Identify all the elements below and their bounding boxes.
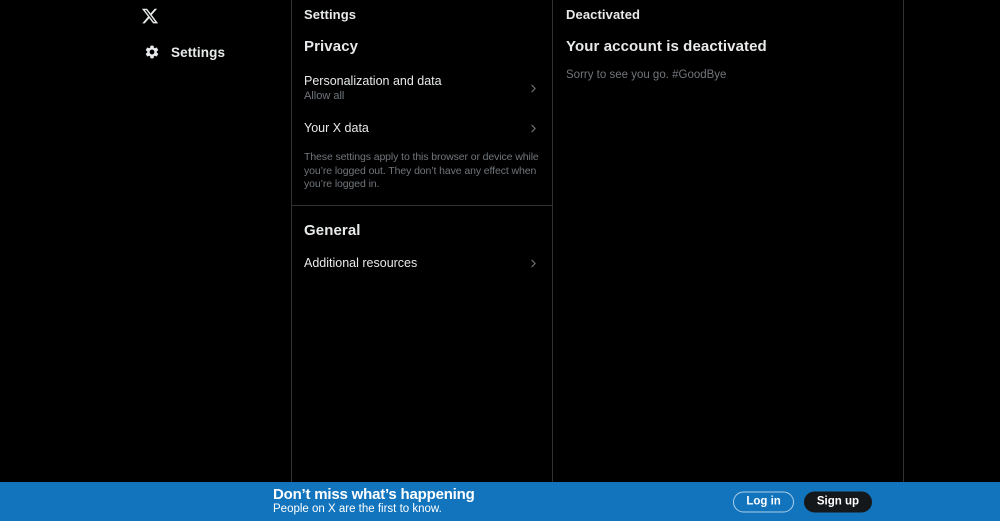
privacy-footnote: These settings apply to this browser or device while you’re logged out. They don’t have any effect when you’re logged in. bbox=[304, 151, 539, 190]
deactivated-header: Deactivated bbox=[566, 7, 641, 22]
gear-icon bbox=[144, 44, 160, 60]
row-personalization-value: Allow all bbox=[304, 90, 345, 102]
row-additional-resources[interactable] bbox=[292, 247, 552, 280]
row-personalization-and-data[interactable] bbox=[292, 65, 552, 112]
settings-column-header: Settings bbox=[304, 7, 357, 22]
left-sidebar bbox=[0, 0, 292, 521]
row-your-x-data-label: Your X data bbox=[304, 121, 369, 135]
account-deactivated-title: Your account is deactivated bbox=[566, 38, 767, 55]
signup-banner bbox=[0, 482, 1000, 521]
chevron-right-icon bbox=[527, 122, 540, 135]
general-section-title: General bbox=[304, 221, 361, 239]
banner-title: Don’t miss what’s happening bbox=[273, 486, 475, 503]
banner-subtitle: People on X are the first to know. bbox=[273, 503, 442, 515]
settings-column bbox=[292, 0, 553, 521]
x-logo-button[interactable] bbox=[141, 7, 161, 27]
deactivated-panel bbox=[554, 0, 904, 521]
row-additional-resources-label: Additional resources bbox=[304, 255, 418, 270]
account-deactivated-subtitle: Sorry to see you go. #GoodBye bbox=[566, 69, 727, 81]
chevron-right-icon bbox=[527, 82, 540, 95]
row-your-x-data[interactable] bbox=[292, 112, 552, 145]
sidebar-item-settings[interactable] bbox=[138, 39, 231, 65]
sidebar-item-settings-label: Settings bbox=[171, 44, 226, 60]
login-button[interactable]: Log in bbox=[733, 491, 794, 512]
row-personalization-label: Personalization and data bbox=[304, 74, 442, 88]
banner-actions bbox=[733, 491, 872, 512]
signup-button[interactable]: Sign up bbox=[804, 491, 872, 512]
banner-text-block bbox=[273, 486, 475, 516]
chevron-right-icon bbox=[527, 257, 540, 270]
privacy-section-title: Privacy bbox=[304, 38, 359, 55]
x-logo-icon bbox=[141, 12, 159, 29]
